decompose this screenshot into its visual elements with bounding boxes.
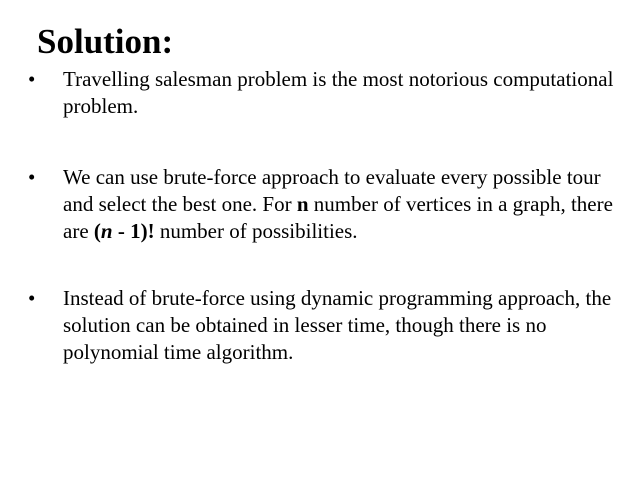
bullet-icon: • (28, 165, 36, 189)
bullet-2-text-part-3: number of possibilities. (154, 219, 358, 243)
bullet-2-text-part-1: We can use brute-force approach to evaluate every possible tour and select the best one. For (63, 165, 601, 216)
formula-n: n (100, 219, 113, 243)
bullet-icon: • (28, 67, 36, 91)
bullet-icon: • (28, 286, 36, 310)
slide-title: Solution: (37, 22, 174, 61)
formula-rest: - 1)! (112, 219, 155, 243)
bullet-2-text-part-2: number of vertices in a graph, there are (63, 192, 613, 243)
bullet-item-1 (28, 66, 618, 120)
bullet-2-bold-n: n (296, 192, 309, 216)
bullet-item-2 (28, 164, 618, 245)
bullet-1-text: Travelling salesman problem is the most notorious computational problem. (63, 67, 614, 118)
bullet-list (28, 66, 618, 366)
bullet-item-3 (28, 285, 618, 366)
formula-open-paren: ( (93, 219, 101, 243)
bullet-3-text: Instead of brute-force using dynamic programming approach, the solution can be obtained in lesser time, though there is no polynomial time algorithm. (63, 286, 612, 364)
